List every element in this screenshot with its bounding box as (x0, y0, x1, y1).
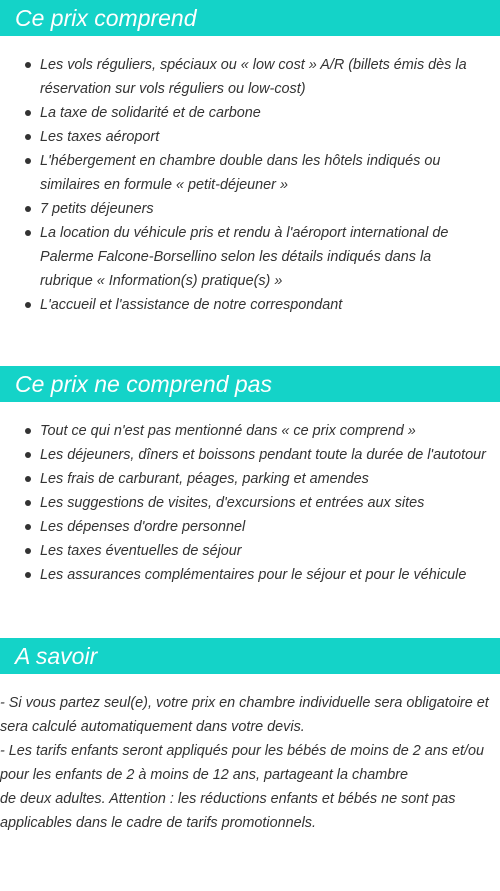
list-item: L'hébergement en chambre double dans les hôtels indiqués ou similaires en formule « petit-déjeuner » (0, 149, 500, 197)
note-paragraph: - Si vous partez seul(e), votre prix en chambre individuelle sera obligatoire et sera calculé automatiquement dans votre devis. (0, 695, 489, 735)
list-item: Les frais de carburant, péages, parking et amendes (0, 467, 500, 491)
note-paragraph: - Les tarifs enfants seront appliqués pour les bébés de moins de 2 ans et/ou pour les enfants de 2 à moins de 12 ans, partageant la chambre (0, 743, 484, 783)
list-item: Les suggestions de visites, d'excursions et entrées aux sites (0, 491, 500, 515)
list-item: Les déjeuners, dîners et boissons pendant toute la durée de l'autotour (0, 443, 500, 467)
list-item: Les assurances complémentaires pour le séjour et pour le véhicule (0, 563, 500, 587)
list-item: Les taxes éventuelles de séjour (0, 539, 500, 563)
excludes-list (0, 419, 500, 587)
list-item: 7 petits déjeuners (0, 197, 500, 221)
includes-list (0, 53, 500, 317)
list-item: La taxe de solidarité et de carbone (0, 101, 500, 125)
know-notes (0, 691, 500, 835)
know-heading: A savoir (0, 638, 500, 674)
list-item: Les vols réguliers, spéciaux ou « low cost » A/R (billets émis dès la réservation sur vols réguliers ou low-cost) (0, 53, 500, 101)
list-item: Les dépenses d'ordre personnel (0, 515, 500, 539)
includes-heading: Ce prix comprend (0, 0, 500, 36)
list-item: La location du véhicule pris et rendu à l'aéroport international de Palerme Falcone-Borsellino selon les détails indiqués dans la rubrique « Information(s) pratique(s) » (0, 221, 500, 293)
list-item: L'accueil et l'assistance de notre correspondant (0, 293, 500, 317)
list-item: Tout ce qui n'est pas mentionné dans « ce prix comprend » (0, 419, 500, 443)
excludes-heading: Ce prix ne comprend pas (0, 366, 500, 402)
note-paragraph: de deux adultes. Attention : les réductions enfants et bébés ne sont pas applicables dans le cadre de tarifs promotionnels. (0, 791, 456, 831)
list-item: Les taxes aéroport (0, 125, 500, 149)
